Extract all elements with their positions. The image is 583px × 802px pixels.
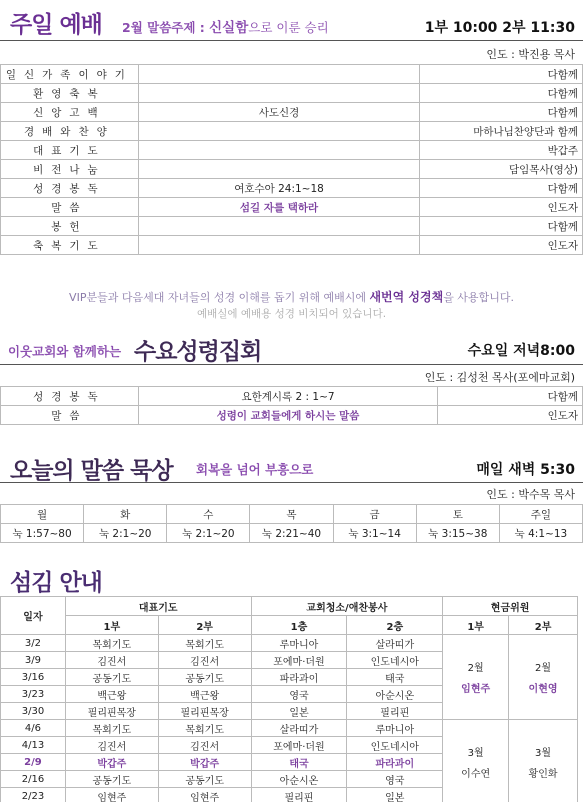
schedule-cell-e: 인도네시아 (347, 737, 443, 754)
schedule-cell-e: 파라과이 (347, 754, 443, 771)
sub-4: 2층 (347, 616, 443, 635)
order-item: 경배와찬양 (1, 122, 139, 141)
schedule-cell-c: 루마니아 (251, 635, 347, 652)
bible-note: VIP분들과 다음세대 자녀들의 성경 이해를 돕기 위해 예배시에 새번역 성경책을 사용합니다. (69, 290, 514, 304)
sub-5: 1부 (443, 616, 509, 635)
service-title: 섬김 안내 (10, 570, 102, 596)
sunday-leader: 인도 : 박진용 목사 (486, 48, 575, 61)
schedule-cell-c: 살라띠가 (251, 720, 347, 737)
schedule-cell-a: 필리핀목장 (65, 703, 158, 720)
schedule-cell-d: 4/6 (1, 720, 66, 737)
order-leader: 마하나님찬양단과 함께 (420, 122, 583, 141)
wednesday-title: 수요성령집회 (134, 339, 262, 365)
sunday-header (0, 6, 583, 38)
order-leader: 인도자 (420, 198, 583, 217)
cash-person: 임현주 (461, 684, 491, 695)
wednesday-header (0, 332, 583, 365)
order-item: 일신가족이야기 (1, 65, 139, 84)
order-leader: 다함께 (420, 103, 583, 122)
day-ref: 눅 2:1~20 (84, 524, 167, 543)
wednesday-pre: 이웃교회와 함께하는 (8, 344, 122, 359)
meditation-leader: 인도 : 박수목 목사 (486, 488, 575, 501)
schedule-cell-c: 일본 (251, 703, 347, 720)
day-ref: 눅 4:1~13 (499, 524, 582, 543)
order-item: 봉헌 (1, 217, 139, 236)
cash-person: 이현영 (528, 684, 558, 695)
col-date: 일자 (1, 597, 66, 635)
schedule-cell-e: 살라띠가 (347, 635, 443, 652)
day-label: 화 (84, 505, 167, 524)
day-ref: 눅 2:1~20 (167, 524, 250, 543)
schedule-cell-b: 목회기도 (158, 635, 251, 652)
order-row (1, 179, 583, 198)
day-label: 월 (1, 505, 84, 524)
schedule-cell-c: 필리핀 (251, 788, 347, 802)
order-detail: 성령이 교회들에게 하시는 말씀 (138, 406, 437, 425)
col-cash: 현금위원 (443, 597, 578, 616)
order-detail: 요한계시록 2 : 1~7 (138, 387, 437, 406)
schedule-cell-e: 루마니아 (347, 720, 443, 737)
day-ref: 눅 3:15~38 (416, 524, 499, 543)
order-leader: 다함께 (420, 65, 583, 84)
order-detail: 사도신경 (138, 103, 420, 122)
schedule-cell-e: 영국 (347, 771, 443, 788)
cash-1 (443, 635, 509, 720)
schedule-row (1, 720, 578, 737)
schedule-cell-b: 필리핀목장 (158, 703, 251, 720)
order-leader: 다함께 (420, 84, 583, 103)
order-leader: 박갑주 (420, 141, 583, 160)
schedule-row (1, 635, 578, 652)
cash-month: 3월 (535, 748, 552, 759)
cash-1 (443, 720, 509, 802)
order-leader: 인도자 (438, 406, 583, 425)
wednesday-order-table (0, 386, 583, 425)
order-item: 성경봉독 (1, 387, 139, 406)
day-label: 토 (416, 505, 499, 524)
sub-2: 2부 (158, 616, 251, 635)
schedule-cell-a: 목회기도 (65, 635, 158, 652)
schedule-cell-e: 인도네시아 (347, 652, 443, 669)
order-detail (138, 160, 420, 179)
meditation-time: 매일 새벽 5:30 (476, 462, 575, 478)
order-row (1, 217, 583, 236)
order-detail (138, 122, 420, 141)
schedule-cell-b: 공동기도 (158, 771, 251, 788)
order-leader: 다함께 (420, 217, 583, 236)
schedule-cell-a: 박갑주 (65, 754, 158, 771)
order-detail (138, 236, 420, 255)
order-item: 대표기도 (1, 141, 139, 160)
order-leader: 다함께 (438, 387, 583, 406)
divider (0, 482, 583, 483)
day-ref: 눅 3:1~14 (333, 524, 416, 543)
order-item: 신앙고백 (1, 103, 139, 122)
order-row (1, 122, 583, 141)
sub-6: 2부 (509, 616, 578, 635)
schedule-cell-d: 3/30 (1, 703, 66, 720)
order-detail (138, 141, 420, 160)
schedule-cell-c: 포에마·더원 (251, 737, 347, 754)
order-item: 말씀 (1, 198, 139, 217)
col-clean: 교회청소/애찬봉사 (251, 597, 443, 616)
order-row (1, 406, 583, 425)
meditation-header (0, 452, 583, 484)
schedule-cell-e: 아순시온 (347, 686, 443, 703)
schedule-cell-c: 아순시온 (251, 771, 347, 788)
bible-note-2: 예배실에 예배용 성경 비치되어 있습니다. (196, 308, 387, 320)
day-ref: 눅 2:21~40 (250, 524, 333, 543)
order-item: 성경봉독 (1, 179, 139, 198)
sunday-time: 1부 10:00 2부 11:30 (424, 20, 575, 36)
schedule-cell-c: 포에마·더원 (251, 652, 347, 669)
schedule-cell-d: 2/16 (1, 771, 66, 788)
meditation-sub: 회복을 넘어 부흥으로 (196, 462, 314, 477)
order-item: 비전나눔 (1, 160, 139, 179)
day-label: 수 (167, 505, 250, 524)
schedule-cell-c: 파라과이 (251, 669, 347, 686)
schedule-cell-d: 2/9 (1, 754, 66, 771)
schedule-cell-e: 일본 (347, 788, 443, 802)
schedule-cell-c: 태국 (251, 754, 347, 771)
order-row (1, 236, 583, 255)
schedule-cell-a: 목회기도 (65, 720, 158, 737)
day-label: 주일 (499, 505, 582, 524)
order-row (1, 141, 583, 160)
order-detail: 섬길 자를 택하라 (138, 198, 420, 217)
wednesday-time: 수요일 저녁8:00 (467, 343, 575, 359)
sub-1: 1부 (65, 616, 158, 635)
meditation-table (0, 504, 583, 543)
cash-month: 2월 (467, 663, 484, 674)
divider (0, 40, 583, 41)
schedule-cell-d: 3/23 (1, 686, 66, 703)
order-row (1, 160, 583, 179)
order-row (1, 198, 583, 217)
schedule-cell-d: 3/2 (1, 635, 66, 652)
schedule-cell-a: 백근왕 (65, 686, 158, 703)
order-item: 환영축복 (1, 84, 139, 103)
schedule-cell-b: 임현주 (158, 788, 251, 802)
service-table (0, 596, 578, 802)
wednesday-leader: 인도 : 김성천 목사(포에마교회) (424, 371, 575, 384)
divider (0, 364, 583, 365)
schedule-cell-a: 김진서 (65, 737, 158, 754)
schedule-cell-d: 2/23 (1, 788, 66, 802)
order-detail: 여호수아 24:1~18 (138, 179, 420, 198)
sunday-order-table (0, 64, 583, 255)
col-prayer: 대표기도 (65, 597, 251, 616)
schedule-cell-b: 백근왕 (158, 686, 251, 703)
order-detail (138, 65, 420, 84)
day-ref: 눅 1:57~80 (1, 524, 84, 543)
meditation-title: 오늘의 말씀 묵상 (10, 458, 173, 484)
schedule-cell-b: 공동기도 (158, 669, 251, 686)
order-row (1, 103, 583, 122)
order-row (1, 387, 583, 406)
schedule-cell-c: 영국 (251, 686, 347, 703)
order-detail (138, 84, 420, 103)
order-leader: 다함께 (420, 179, 583, 198)
sub-3: 1층 (251, 616, 347, 635)
schedule-cell-d: 4/13 (1, 737, 66, 754)
order-item: 축복기도 (1, 236, 139, 255)
cash-month: 2월 (535, 663, 552, 674)
order-detail (138, 217, 420, 236)
order-row (1, 65, 583, 84)
cash-person: 황인화 (528, 769, 558, 780)
day-label: 금 (333, 505, 416, 524)
service-header (0, 564, 583, 596)
schedule-cell-d: 3/9 (1, 652, 66, 669)
schedule-cell-d: 3/16 (1, 669, 66, 686)
schedule-cell-e: 태국 (347, 669, 443, 686)
sunday-title: 주일 예배 (10, 12, 102, 38)
schedule-cell-b: 김진서 (158, 737, 251, 754)
schedule-cell-a: 임현주 (65, 788, 158, 802)
cash-person: 이수연 (461, 769, 491, 780)
schedule-cell-b: 목회기도 (158, 720, 251, 737)
schedule-cell-a: 공동기도 (65, 669, 158, 686)
schedule-cell-b: 박갑주 (158, 754, 251, 771)
order-row (1, 84, 583, 103)
order-item: 말씀 (1, 406, 139, 425)
schedule-cell-a: 김진서 (65, 652, 158, 669)
cash-2 (509, 635, 578, 720)
day-label: 목 (250, 505, 333, 524)
order-leader: 인도자 (420, 236, 583, 255)
order-leader: 담임목사(영상) (420, 160, 583, 179)
schedule-cell-a: 공동기도 (65, 771, 158, 788)
cash-2 (509, 720, 578, 802)
cash-month: 3월 (467, 748, 484, 759)
schedule-cell-e: 필리핀 (347, 703, 443, 720)
schedule-cell-b: 김진서 (158, 652, 251, 669)
sunday-theme: 2월 말씀주제 : 신실함으로 이룬 승리 (122, 20, 329, 36)
